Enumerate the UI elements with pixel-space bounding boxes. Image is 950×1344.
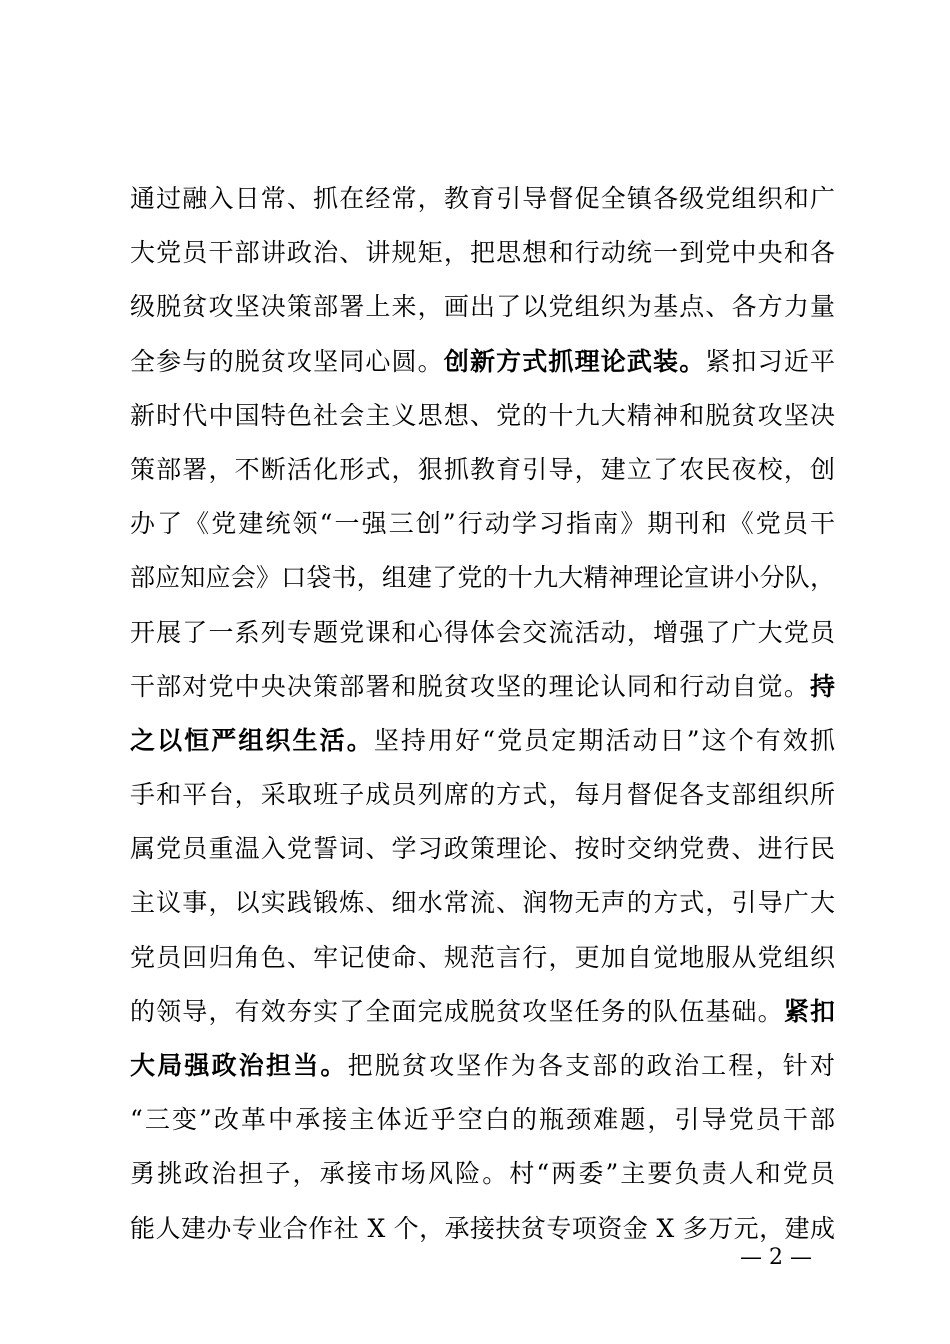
paragraph-text: 办了《党建统领“一强三创”行动学习指南》期刊和《党员干 [130,509,835,539]
text-line [130,985,835,1039]
bold-heading-text: 大局强政治担当。 [130,1051,348,1080]
paragraph-text: 的领导，有效夯实了全面完成脱贫攻坚任务的队伍基础。 [130,996,784,1026]
text-line [130,822,835,876]
text-line [130,768,835,822]
paragraph-text: 级脱贫攻坚决策部署上来，画出了以党组织为基点、各方力量 [130,292,835,322]
text-line [130,226,835,280]
page-number: — 2 — [740,1245,812,1270]
paragraph-text: 勇挑政治担子，承接市场风险。村“两委”主要负责人和党员 [130,1159,835,1189]
paragraph-text: 能人建办专业合作社 X 个，承接扶贫专项资金 X 多万元，建成 [130,1213,835,1243]
text-line [130,931,835,985]
paragraph-text: 部应知应会》口袋书，组建了党的十九大精神理论宣讲小分队， [130,563,835,593]
paragraph-text: 开展了一系列专题党课和心得体会交流活动，增强了广大党员 [130,617,835,647]
text-line [130,1202,835,1256]
paragraph-text: 干部对党中央决策部署和脱贫攻坚的理论认同和行动自觉。 [130,671,810,701]
paragraph-text: 把脱贫攻坚作为各支部的政治工程，针对 [347,1051,835,1080]
bold-heading-text: 创新方式抓理论武装。 [443,346,706,376]
paragraph-text: 手和平台，采取班子成员列席的方式，每月督促各支部组织所 [130,780,835,810]
text-line [130,660,835,714]
paragraph-text: 通过融入日常、抓在经常，教育引导督促全镇各级党组织和广 [130,184,835,213]
text-line [130,280,835,334]
text-line [130,876,835,930]
text-line [130,1093,835,1147]
bold-heading-text: 之以恒严组织生活。 [130,725,374,755]
text-line [130,497,835,551]
bold-heading-text: 持 [809,671,835,701]
paragraph-text: “三变”改革中承接主体近乎空白的瓶颈难题，引导党员干部 [130,1105,835,1135]
paragraph-text: 策部署，不断活化形式，狠抓教育引导，建立了农民夜校，创 [130,454,835,484]
paragraph-text: 全参与的脱贫攻坚同心圆。 [130,346,444,376]
text-line [130,551,835,605]
text-line [130,172,835,226]
paragraph-text: 坚持用好“党员定期活动日”这个有效抓 [373,725,835,755]
paragraph-text: 大党员干部讲政治、讲规矩，把思想和行动统一到党中央和各 [130,238,835,268]
text-line [130,1147,835,1201]
paragraph-text: 新时代中国特色社会主义思想、党的十九大精神和脱贫攻坚决 [130,400,835,430]
paragraph-text: 紧扣习近平 [705,346,835,376]
body-text [130,172,835,1256]
paragraph-text: 主议事，以实践锻炼、细水常流、润物无声的方式，引导广大 [130,888,835,918]
text-line [130,606,835,660]
bold-heading-text: 紧扣 [783,996,835,1026]
paragraph-text: 党员回归角色、牢记使命、规范言行，更加自觉地服从党组织 [130,942,835,972]
text-line [130,714,835,768]
text-line [130,389,835,443]
text-line [130,1039,835,1093]
paragraph-text: 属党员重温入党誓词、学习政策理论、按时交纳党费、进行民 [130,834,835,864]
text-line [130,443,835,497]
text-line [130,335,835,389]
